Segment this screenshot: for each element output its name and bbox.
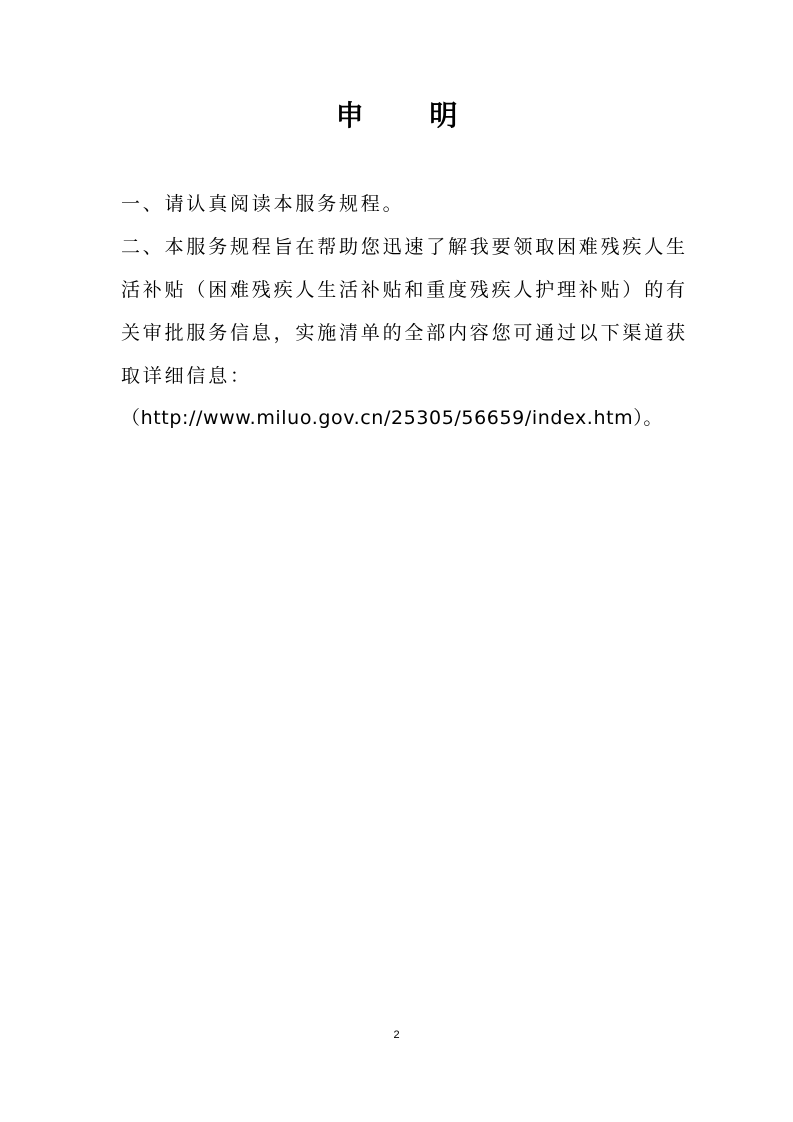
page-title: 申 明 — [335, 99, 486, 132]
paragraph-line-3: 活补贴（困难残疾人生活补贴和重度残疾人护理补贴）的有 — [121, 279, 688, 301]
paragraph-line-2: 二、本服务规程旨在帮助您迅速了解我要领取困难残疾人生 — [121, 236, 688, 258]
url-line: （http://www.miluo.gov.cn/25305/56659/index.htm）。 — [121, 407, 663, 429]
paragraph-line-1: 一、请认真阅读本服务规程。 — [121, 193, 405, 215]
paragraph-line-5: 取详细信息： — [121, 365, 252, 387]
page-number: 2 — [393, 1029, 400, 1041]
paragraph-line-4: 关审批服务信息，实施清单的全部内容您可通过以下渠道获 — [121, 322, 688, 344]
